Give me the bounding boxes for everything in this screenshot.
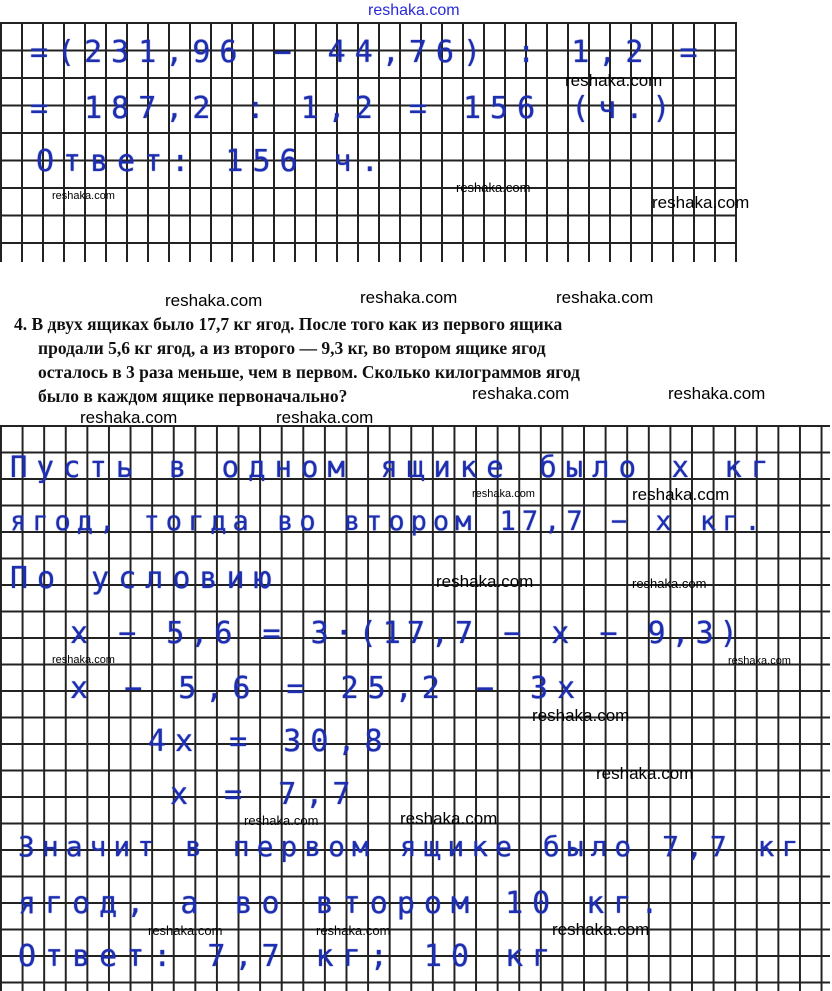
watermark: reshaka.com (596, 764, 694, 783)
watermark: reshaka.com (52, 190, 115, 202)
handwritten-line: ягод, а во втором 10 кг. (18, 886, 668, 921)
watermark: reshaka.com (565, 71, 663, 90)
handwritten-line: По условию (10, 561, 281, 596)
watermark: reshaka.com (316, 923, 391, 938)
watermark: reshaka.com (668, 384, 766, 403)
watermark: reshaka.com (80, 408, 178, 427)
watermark: reshaka.com (456, 180, 531, 195)
watermark: reshaka.com (165, 291, 263, 310)
watermark: reshaka.com (728, 655, 791, 667)
watermark: reshaka.com (52, 654, 115, 666)
watermark: reshaka.com (244, 813, 319, 828)
handwritten-answer: Ответ: 7,7 кг; 10 кг (18, 939, 560, 974)
watermark: reshaka.com (652, 193, 750, 212)
problem-number: 4. (14, 314, 28, 334)
problem-line: было в каждом ящике первоначально? (38, 386, 348, 406)
handwritten-line: =(231,96 − 44,76) : 1,2 = (30, 35, 707, 70)
problem-line: В двух ящиках было 17,7 кг ягод. После того как из первого ящика (31, 314, 563, 334)
watermark: reshaka.com (472, 384, 570, 403)
watermark: reshaka.com (556, 288, 654, 307)
watermark: reshaka.com (632, 485, 730, 504)
handwritten-line: Значит в первом ящике было 7,7 кг (18, 830, 806, 863)
handwritten-line: = 187,2 : 1,2 = 156 (ч.) (30, 91, 680, 126)
watermark: reshaka.com (400, 809, 498, 828)
watermark: reshaka.com (436, 572, 534, 591)
handwritten-equation: x = 7,7 (170, 777, 360, 812)
watermark: reshaka.com (632, 576, 707, 591)
handwritten-answer: Ответ: 156 ч. (36, 144, 388, 179)
handwritten-line: Пусть в одном ящике было x кг (10, 450, 778, 484)
watermark: reshaka.com (360, 288, 458, 307)
watermark: reshaka.com (276, 408, 374, 427)
watermark: reshaka.com (552, 920, 650, 939)
handwritten-equation: 4x = 30,8 (148, 724, 392, 759)
watermark: reshaka.com (472, 488, 535, 500)
watermark: reshaka.com (532, 706, 630, 725)
watermark: reshaka.com (368, 2, 460, 19)
handwritten-line: ягод, тогда во втором 17,7 − x кг. (10, 506, 767, 537)
problem-line: продали 5,6 кг ягод, а из второго — 9,3 кг, во втором ящике ягод (38, 338, 546, 358)
handwritten-equation: x − 5,6 = 3·(17,7 − x − 9,3) (70, 616, 744, 651)
handwritten-equation: x − 5,6 = 25,2 − 3x (70, 671, 585, 706)
problem-line: осталось в 3 раза меньше, чем в первом. Сколько килограммов ягод (38, 362, 580, 382)
watermark: reshaka.com (148, 923, 223, 938)
